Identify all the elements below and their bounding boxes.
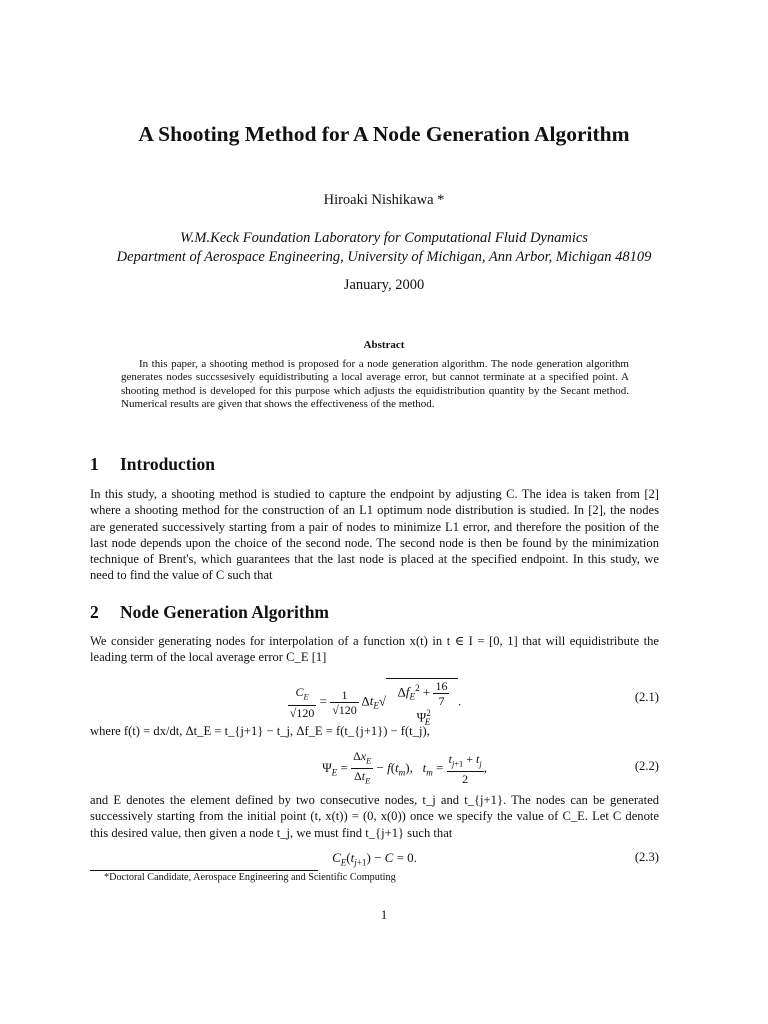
affiliation-line-2: Department of Aerospace Engineering, University of Michigan, Ann Arbor, Michigan 48109 bbox=[116, 249, 652, 265]
equation-2-2 bbox=[90, 747, 659, 787]
affiliation bbox=[60, 229, 708, 267]
abstract-heading: Abstract bbox=[363, 339, 405, 351]
section-2-paragraph-1: We consider generating nodes for interpolation of a function x(t) in t ∈ I = [0, 1] that will equidistribute the leading term of the local average error C_E [1] bbox=[90, 634, 659, 665]
section-2-number: 2 bbox=[90, 602, 99, 622]
paper-date: January, 2000 bbox=[343, 277, 425, 293]
abstract-text: In this paper, a shooting method is proposed for a node generation algorithm. The node generation algorithm generates nodes succssesively equidistributing a local average error, but cannot terminate at a specified point. A shooting method is developed for this purpose which adjusts the equidistribution quantity by the Secant method. Numerical results are given that shows the effectiveness of the method. bbox=[121, 358, 629, 410]
equation-2-2-number: (2.2) bbox=[634, 759, 659, 773]
equation-2-3 bbox=[90, 850, 659, 868]
where-clause: where f(t) = dx/dt, Δt_E = t_{j+1} − t_j, Δf_E = f(t_{j+1}) − f(t_j), bbox=[90, 724, 430, 738]
section-1-number: 1 bbox=[90, 454, 99, 474]
section-2-heading bbox=[90, 602, 329, 623]
section-2-title: Node Generation Algorithm bbox=[120, 602, 330, 622]
section-1-title: Introduction bbox=[120, 454, 215, 474]
affiliation-line-1: W.M.Keck Foundation Laboratory for Computational Fluid Dynamics bbox=[180, 230, 588, 246]
equation-2-1 bbox=[90, 676, 659, 727]
page-number: 1 bbox=[380, 908, 388, 922]
section-2-paragraph-2: and E denotes the element defined by two consecutive nodes, t_j and t_{j+1}. The nodes can be generated successively starting from the initial point (t, x(t)) = (0, x(0)) once we specify the value of C_E. Let C denote this desired value, then given a node t_j, we must find t_{j+1} such that bbox=[90, 793, 659, 840]
author-line: Hiroaki Nishikawa * bbox=[323, 192, 445, 208]
equation-2-1-body: $\frac{C_E}{√120}$ = $\frac{1}{√120}$ $\Delta t_E√\Delta f_E^2$ + $\frac{16}{7}$ $\Psi^2_E$. bbox=[289, 679, 462, 727]
footnote-rule bbox=[90, 870, 318, 871]
intro-paragraph: In this study, a shooting method is studied to capture the endpoint by adjusting C. The idea is taken from [2] where a shooting method for the construction of an L1 optimum node distribution is studied. In [2], the nodes are generated successively starting from a pair of nodes to minimize L1 error, and therefore the position of the last node depends upon the choice of the second node. The second node is then be found by the minimization technique of Brent's, which guarantees that the last node is placed at the specified endpoint. In this study, we need to find the value of C such that bbox=[90, 487, 659, 583]
section-1-heading bbox=[90, 454, 215, 475]
equation-2-2-body: $\Psi_E$ = $\frac{\Delta x_E}{\Delta t_E}$ − $f(t_m)$, $t_m$ = $\frac{t_{j+1} + t_j}{2}$ , bbox=[322, 749, 487, 787]
equation-2-3-number: (2.3) bbox=[634, 850, 659, 864]
paper-title: A Shooting Method for A Node Generation Algorithm bbox=[138, 122, 630, 146]
equation-2-1-number: (2.1) bbox=[634, 690, 659, 704]
footnote: *Doctoral Candidate, Aerospace Engineering and Scientific Computing bbox=[104, 872, 396, 883]
equation-2-3-body: $C_E(t_{j+1}) - C = 0$. bbox=[332, 850, 417, 868]
